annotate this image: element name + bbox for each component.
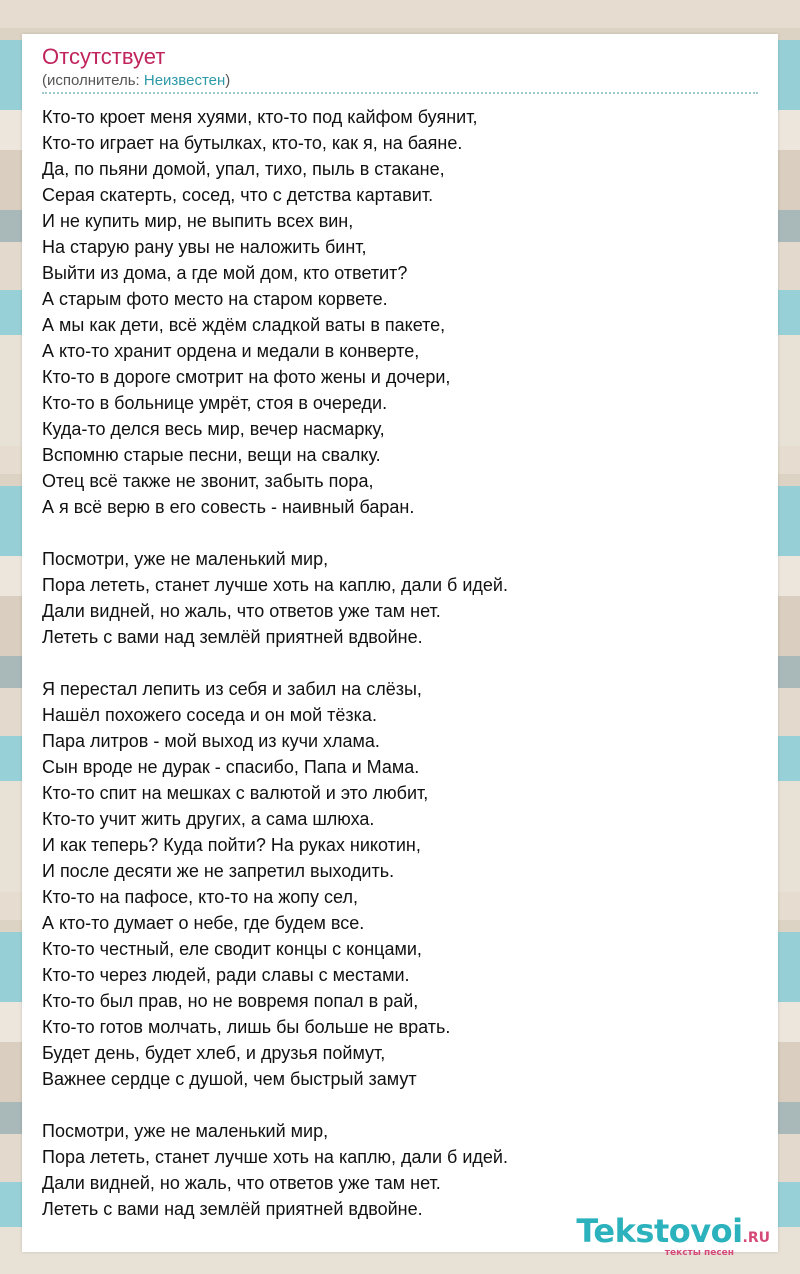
lyric-line: Выйти из дома, а где мой дом, кто ответит?: [42, 263, 408, 283]
lyric-line: Лететь с вами над землёй приятней вдвойне.: [42, 627, 423, 647]
lyric-line: Кто-то в больнице умрёт, стоя в очереди.: [42, 393, 388, 413]
lyric-line: Кто-то готов молчать, лишь бы больше не врать.: [42, 1017, 451, 1037]
lyric-line: Будет день, будет хлеб, и друзья поймут,: [42, 1043, 386, 1063]
site-logo[interactable]: [576, 1212, 770, 1258]
artist-link[interactable]: Неизвестен: [143, 72, 226, 89]
lyric-line: Кто-то учит жить других, а сама шлюха.: [42, 809, 375, 829]
lyric-line: Кто-то играет на бутылках, кто-то, как я, на баяне.: [42, 133, 463, 153]
lyrics-card: [22, 34, 778, 1258]
lyric-line: А старым фото место на старом корвете.: [42, 289, 388, 309]
lyrics-body: [42, 104, 758, 1248]
song-title: Отсутствует: [42, 44, 166, 69]
logo-tagline: тексты песен: [664, 1248, 734, 1258]
lyric-line: Нашёл похожего соседа и он мой тёзка.: [42, 705, 377, 725]
lyric-line: На старую рану увы не наложить бинт,: [42, 237, 367, 257]
lyric-line: Кто-то честный, еле сводит концы с концами,: [42, 939, 422, 959]
lyric-line: Лететь с вами над землёй приятней вдвойне.: [42, 1199, 423, 1219]
lyric-line: Отец всё также не звонит, забыть пора,: [42, 471, 374, 491]
lyrics-stanza: [42, 676, 758, 1092]
lyric-line: А кто-то думает о небе, где будем все.: [42, 913, 365, 933]
lyric-line: Пора лететь, станет лучше хоть на каплю, дали б идей.: [42, 575, 508, 595]
lyric-line: Важнее сердце с душой, чем быстрый замут: [42, 1069, 417, 1089]
title-divider: [42, 92, 758, 94]
lyric-line: А мы как дети, всё ждём сладкой ваты в пакете,: [42, 315, 446, 335]
lyric-line: И не купить мир, не выпить всех вин,: [42, 211, 354, 231]
lyric-line: Кто-то кроет меня хуями, кто-то под кайфом буянит,: [42, 107, 478, 127]
lyric-line: И после десяти же не запретил выходить.: [42, 861, 395, 881]
lyrics-stanza: [42, 546, 758, 650]
lyric-line: Куда-то делся весь мир, вечер насмарку,: [42, 419, 385, 439]
logo-wordmark: Tekstovoi: [576, 1212, 743, 1250]
lyric-line: Кто-то через людей, ради славы с местами.: [42, 965, 410, 985]
lyric-line: Кто-то был прав, но не вовремя попал в рай,: [42, 991, 419, 1011]
artist-prefix: (исполнитель:: [42, 72, 144, 89]
lyric-line: Пора лететь, станет лучше хоть на каплю, дали б идей.: [42, 1147, 508, 1167]
lyric-line: Дали видней, но жаль, что ответов уже там нет.: [42, 601, 441, 621]
lyric-line: Серая скатерть, сосед, что с детства картавит.: [42, 185, 434, 205]
logo-tld: .RU: [742, 1230, 770, 1246]
lyric-line: Посмотри, уже не маленький мир,: [42, 1121, 329, 1141]
artist-line: [42, 72, 230, 89]
lyric-line: Кто-то спит на мешках с валютой и это любит,: [42, 783, 429, 803]
lyric-line: Кто-то в дороге смотрит на фото жены и дочери,: [42, 367, 451, 387]
lyric-line: А кто-то хранит ордена и медали в конверте,: [42, 341, 420, 361]
lyric-line: Да, по пьяни домой, упал, тихо, пыль в стакане,: [42, 159, 445, 179]
artist-suffix: ): [225, 72, 231, 89]
lyric-line: И как теперь? Куда пойти? На руках никотин,: [42, 835, 421, 855]
lyric-line: А я всё верю в его совесть - наивный баран.: [42, 497, 415, 517]
lyric-line: Кто-то на пафосе, кто-то на жопу сел,: [42, 887, 358, 907]
lyric-line: Посмотри, уже не маленький мир,: [42, 549, 329, 569]
lyrics-stanza: [42, 1118, 758, 1222]
lyric-line: Пара литров - мой выход из кучи хлама.: [42, 731, 380, 751]
lyrics-stanza: [42, 104, 758, 520]
lyric-line: Вспомню старые песни, вещи на свалку.: [42, 445, 381, 465]
lyric-line: Дали видней, но жаль, что ответов уже там нет.: [42, 1173, 441, 1193]
lyric-line: Я перестал лепить из себя и забил на слёзы,: [42, 679, 422, 699]
lyric-line: Сын вроде не дурак - спасибо, Папа и Мама.: [42, 757, 420, 777]
